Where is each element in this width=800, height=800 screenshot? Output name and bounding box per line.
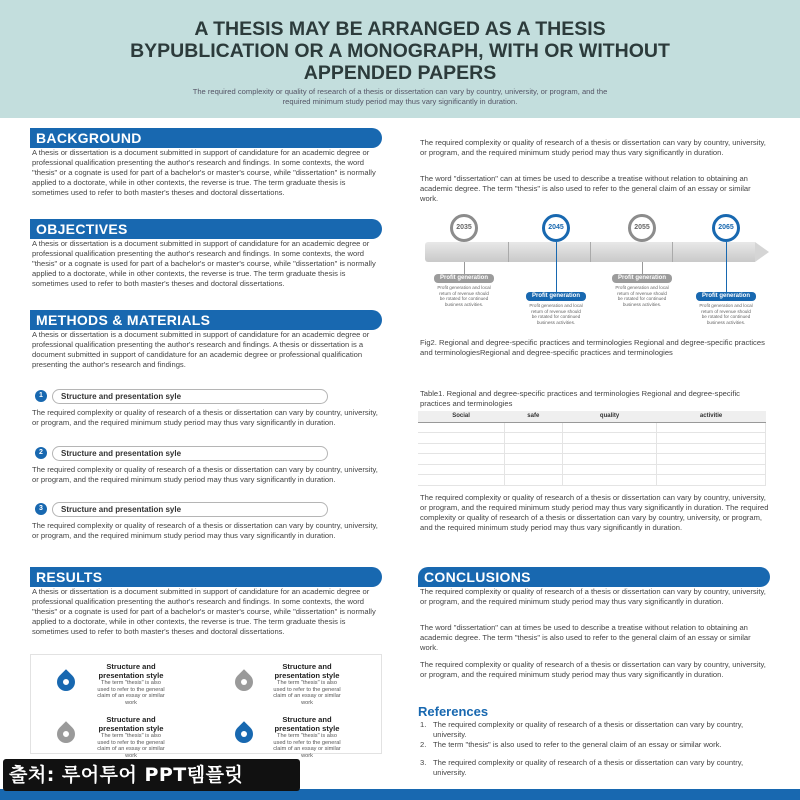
conclusions-text-3: The required complexity or quality of research of a thesis or dissertation can vary by country, university, or program, and the required minimum study period may thus vary significantly in duration. xyxy=(420,660,766,679)
poster-title: A THESIS MAY BE ARRANGED AS A THESIS BYPUBLICATION OR A MONOGRAPH, WITH OR WITHOUT APPENDED PAPERS xyxy=(130,18,670,84)
method-item-text: The required complexity or quality of research of a thesis or dissertation can vary by country, university, or program, and the required minimum study period may thus vary significantly in duration. xyxy=(32,521,378,540)
timeline-divider xyxy=(672,242,673,262)
result-item-desc: The term "thesis" is also used to refer to the general claim of an essay or similar work xyxy=(97,680,165,706)
method-item-label: Structure and presentation syle xyxy=(52,389,328,404)
table-row xyxy=(418,464,766,475)
reference-item xyxy=(420,720,770,740)
intro-paragraph: The required complexity or quality of research of a thesis or dissertation can vary by country, university, or program, and the required minimum study period may thus vary significantly in duration. xyxy=(420,138,766,157)
result-item-title: Structure and presentation style xyxy=(274,715,340,733)
method-item-text: The required complexity or quality of research of a thesis or dissertation can vary by country, university, or program, and the required minimum study period may thus vary significantly in duration. xyxy=(32,465,378,484)
table-row xyxy=(418,433,766,444)
result-item-title: Structure and presentation style xyxy=(98,715,164,733)
timeline-year: 2055 xyxy=(628,214,656,242)
timeline-arrow xyxy=(755,242,769,262)
table-header-cell: safe xyxy=(504,411,562,422)
methods-text: A thesis or dissertation is a document submitted in support of candidature for an academic degree or professional qualification presenting the author's research and findings. A thesis or dissertation is a document submitted in support of candidature for an academic degree or professional qualification presenting the author's research and findings. xyxy=(32,330,370,369)
timeline-label: Profit generation xyxy=(526,292,586,301)
objectives-text: A thesis or dissertation is a document submitted in support of candidature for an academic degree or professional qualification presenting the author's research and findings. In some contexts, the word "thesis" or a cognate is used for part of a bachelor's or master's course, while "dissertation" is normally applied to a doctorate, while in other contexts, the reverse is true. The term graduate thesis is sometimes used to refer to both master's theses and doctoral dissertations. xyxy=(32,239,376,288)
table-caption: Table1. Regional and degree-specific practices and terminologies Regional and degree-specific practices and terminologies xyxy=(420,389,740,408)
method-item-text: The required complexity or quality of research of a thesis or dissertation can vary by country, university, or program, and the required minimum study period may thus vary significantly in duration. xyxy=(32,408,378,427)
timeline-connector xyxy=(464,262,465,274)
method-item-label: Structure and presentation syle xyxy=(52,446,328,461)
result-item-title: Structure and presentation style xyxy=(274,662,340,680)
timeline-desc: Profit generation and local return of revenue should be rotated for continued business activities. xyxy=(437,285,491,307)
results-panel xyxy=(30,654,382,759)
timeline-desc: Profit generation and local return of revenue should be rotated for continued business activities. xyxy=(699,303,753,325)
conclusions-text: The required complexity or quality of research of a thesis or dissertation can vary by country, university, or program, and the required minimum study period may thus vary significantly in duration. xyxy=(420,587,766,606)
table-row xyxy=(418,422,766,433)
reference-number: 3. xyxy=(420,758,427,767)
timeline-desc: Profit generation and local return of revenue should be rotated for continued business activities. xyxy=(615,285,669,307)
table-header-cell: quality xyxy=(563,411,657,422)
result-item-desc: The term "thesis" is also used to refer to the general claim of an essay or similar work xyxy=(273,733,341,759)
result-item-desc: The term "thesis" is also used to refer to the general claim of an essay or similar work xyxy=(273,680,341,706)
data-table xyxy=(418,411,766,486)
timeline-connector xyxy=(726,242,727,292)
result-item-title: Structure and presentation style xyxy=(98,662,164,680)
conclusions-text-2: The word "dissertation" can at times be used to describe a treatise without relation to obtaining an academic degree. The term "thesis" is also used to refer to the general claim of an essay or similar work. xyxy=(420,623,751,652)
method-item-number: 2 xyxy=(35,447,47,459)
poster-subtitle: The required complexity or quality of research of a thesis or dissertation can vary by country, university, or program, and the required minimum study period may thus vary significantly in duration. xyxy=(192,87,608,106)
conclusions-heading: CONCLUSIONS xyxy=(418,567,770,587)
reference-text: The required complexity or quality of research of a thesis or dissertation can vary by country, university. xyxy=(433,758,744,777)
table-header-cell: Social xyxy=(418,411,504,422)
reference-number: 2. xyxy=(420,740,427,749)
reference-text: The required complexity or quality of research of a thesis or dissertation can vary by country, university. xyxy=(433,720,744,739)
source-watermark: 출처: 루어투어 PPT템플릿 xyxy=(3,759,300,791)
table-header-row xyxy=(418,411,766,422)
timeline-year: 2045 xyxy=(542,214,570,242)
table-row xyxy=(418,443,766,454)
reference-text: The term "thesis" is also used to refer to the general claim of an essay or similar work. xyxy=(433,740,722,749)
table-row xyxy=(418,454,766,465)
water-drop-icon xyxy=(231,721,256,746)
result-item-desc: The term "thesis" is also used to refer to the general claim of an essay or similar work xyxy=(97,733,165,759)
timeline-label: Profit generation xyxy=(696,292,756,301)
results-text: A thesis or dissertation is a document submitted in support of candidature for an academic degree or professional qualification presenting the author's research and findings. In some contexts, the word "thesis" or a cognate is used for part of a bachelor's or master's course, while "dissertation" is normally applied to a doctorate, while in other contexts, the reverse is true. The term graduate thesis is sometimes used to refer to both master's theses and doctoral dissertations. xyxy=(32,587,376,636)
reference-number: 1. xyxy=(420,720,427,729)
background-heading: BACKGROUND xyxy=(30,128,382,148)
timeline-label: Profit generation xyxy=(612,274,672,283)
timeline-desc: Profit generation and local return of revenue should be rotated for continued business activities. xyxy=(529,303,583,325)
methods-heading: METHODS & MATERIALS xyxy=(30,310,382,330)
timeline-year: 2065 xyxy=(712,214,740,242)
timeline-year: 2035 xyxy=(450,214,478,242)
water-drop-icon xyxy=(231,669,256,694)
discussion-paragraph: The required complexity or quality of research of a thesis or dissertation can vary by country, university, or program, and the required minimum study period may thus vary significantly in duration. The required complexity or quality of research of a thesis or dissertation can vary by country, university, or program, and the required minimum study period may thus vary significantly in duration. xyxy=(420,493,769,532)
references-heading: References xyxy=(418,704,489,719)
water-drop-icon xyxy=(53,669,78,694)
reference-item xyxy=(420,758,770,778)
timeline-divider xyxy=(508,242,509,262)
timeline-label: Profit generation xyxy=(434,274,494,283)
objectives-heading: OBJECTIVES xyxy=(30,219,382,239)
table-row xyxy=(418,475,766,486)
method-item-number: 3 xyxy=(35,503,47,515)
reference-item xyxy=(420,740,770,750)
table-header-cell: activitie xyxy=(657,411,766,422)
figure-caption: Fig2. Regional and degree-specific practices and terminologies Regional and degree-specific practices and terminologiesRegional and degree-specific practices and terminologies xyxy=(420,338,765,357)
background-text: A thesis or dissertation is a document submitted in support of candidature for an academic degree or professional qualification presenting the author's research and findings. In some contexts, the word "thesis" or a cognate is used for part of a bachelor's or master's course, while "dissertation" is normally applied to a doctorate, while in other contexts, the reverse is true. The term graduate thesis is sometimes used to refer to both master's theses and doctoral dissertations. xyxy=(32,148,376,197)
method-item-label: Structure and presentation syle xyxy=(52,502,328,517)
timeline-divider xyxy=(590,242,591,262)
intro-paragraph-2: The word "dissertation" can at times be used to describe a treatise without relation to obtaining an academic degree. The term "thesis" is also used to refer to the general claim of an essay or similar work. xyxy=(420,174,751,203)
results-heading: RESULTS xyxy=(30,567,382,587)
header-band xyxy=(0,0,800,118)
timeline-connector xyxy=(556,242,557,292)
method-item-number: 1 xyxy=(35,390,47,402)
water-drop-icon xyxy=(53,721,78,746)
timeline-connector xyxy=(642,262,643,274)
